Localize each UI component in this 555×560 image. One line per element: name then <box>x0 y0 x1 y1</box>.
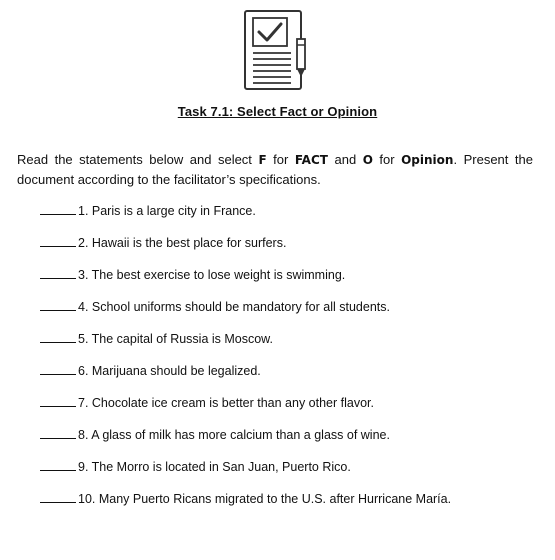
statement-item <box>40 235 286 251</box>
statement-item <box>40 331 273 347</box>
statement-text: 4. School uniforms should be mandatory for all students. <box>78 300 390 314</box>
statement-text: 1. Paris is a large city in France. <box>78 204 256 218</box>
instructions-text-2: for <box>266 152 295 167</box>
statement-item <box>40 491 451 507</box>
statement-text: 10. Many Puerto Ricans migrated to the U.S. after Hurricane María. <box>78 492 452 506</box>
answer-blank[interactable] <box>40 395 76 407</box>
answer-blank[interactable] <box>40 235 76 247</box>
answer-blank[interactable] <box>40 203 76 215</box>
answer-blank[interactable] <box>40 427 76 439</box>
checklist-document-icon <box>243 9 309 93</box>
statement-text: 9. The Morro is located in San Juan, Puerto Rico. <box>78 460 351 474</box>
answer-blank[interactable] <box>40 267 76 279</box>
statement-text: 3. The best exercise to lose weight is swimming. <box>78 268 346 282</box>
instructions-text-5: . Present the document according to the facilitator’s specifications. <box>17 152 533 187</box>
statement-item <box>40 203 256 219</box>
task-title: Task 7.1: Select Fact or Opinion <box>177 104 378 119</box>
instructions-paragraph <box>17 150 533 189</box>
fact-word: FACT <box>294 153 328 167</box>
answer-blank[interactable] <box>40 299 76 311</box>
answer-blank[interactable] <box>40 459 76 471</box>
statement-item <box>40 267 345 283</box>
statement-text: 2. Hawaii is the best place for surfers. <box>78 236 287 250</box>
fact-letter: F <box>258 153 267 167</box>
statement-text: 8. A glass of milk has more calcium than a glass of wine. <box>78 428 390 442</box>
opinion-letter: O <box>362 153 373 167</box>
statement-item <box>40 299 390 315</box>
answer-blank[interactable] <box>40 363 76 375</box>
answer-blank[interactable] <box>40 491 76 503</box>
statement-item <box>40 395 374 411</box>
instructions-text-4: for <box>372 152 402 167</box>
opinion-word: Opinion <box>401 153 454 167</box>
statement-item <box>40 459 351 475</box>
instructions-text-1: Read the statements below and select <box>17 152 259 167</box>
instructions-text-3: and <box>327 152 363 167</box>
statement-text: 6. Marijuana should be legalized. <box>78 364 261 378</box>
statement-text: 7. Chocolate ice cream is better than any other flavor. <box>78 396 374 410</box>
statement-text: 5. The capital of Russia is Moscow. <box>78 332 273 346</box>
statement-item <box>40 427 390 443</box>
statement-item <box>40 363 261 379</box>
answer-blank[interactable] <box>40 331 76 343</box>
